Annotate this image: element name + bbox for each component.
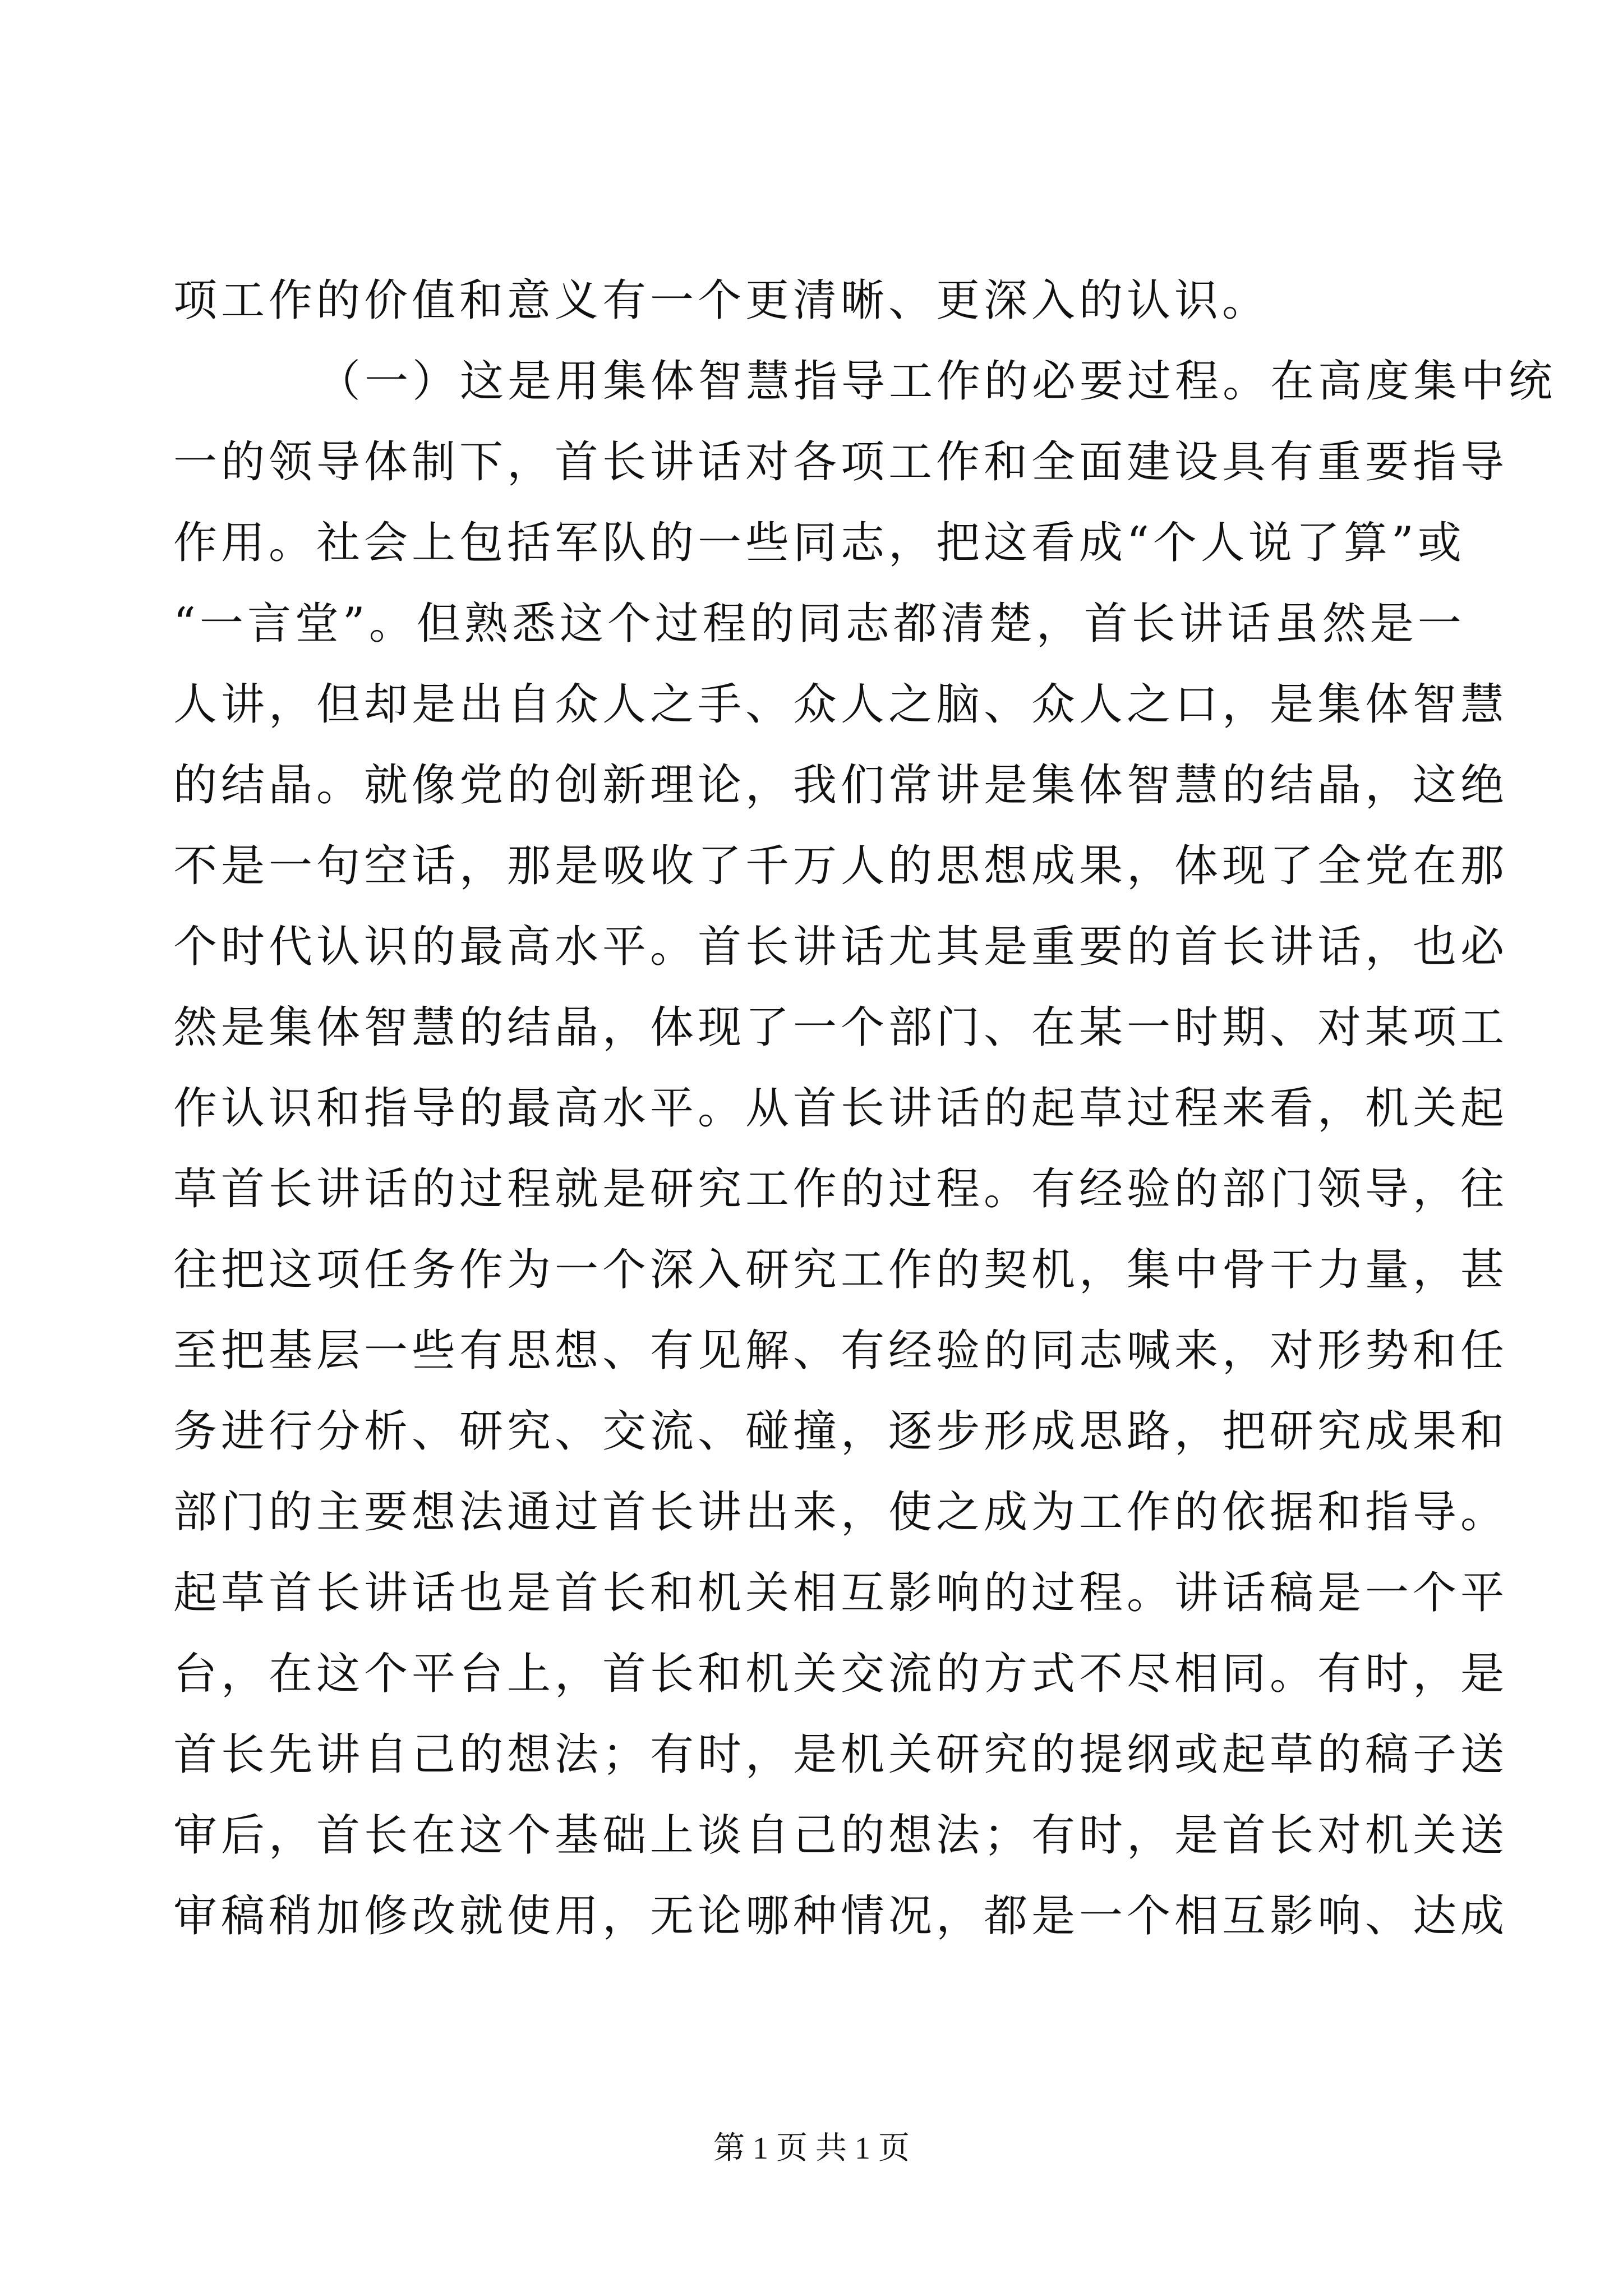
text-line: 往把这项任务作为一个深入研究工作的契机，集中骨干力量，甚 [173,1245,1509,1295]
text-line: 不是一句空话，那是吸收了千万人的思想成果，体现了全党在那 [173,841,1509,891]
text-line: 部门的主要想法通过首长讲出来，使之成为工作的依据和指导。 [173,1487,1509,1538]
text-line: 一的领导体制下，首长讲话对各项工作和全面建设具有重要指导 [173,437,1509,487]
text-line: 台，在这个平台上，首长和机关交流的方式不尽相同。有时，是 [173,1649,1509,1699]
text-line: 首长先讲自己的想法；有时，是机关研究的提纲或起草的稿子送 [173,1729,1509,1780]
text-line: 至把基层一些有思想、有见解、有经验的同志喊来，对形势和任 [173,1326,1509,1376]
text-line: （一）这是用集体智慧指导工作的必要过程。在高度集中统 [317,356,1557,407]
text-line: 务进行分析、研究、交流、碰撞，逐步形成思路，把研究成果和 [173,1406,1509,1457]
text-line: 项工作的价值和意义有一个更清晰、更深入的认识。 [173,275,1270,326]
text-line: “一言堂”。但熟悉这个过程的同志都清楚，首长讲话虽然是一 [173,599,1465,649]
text-line: 作用。社会上包括军队的一些同志，把这看成“个人说了算”或 [173,518,1465,568]
text-line: 作认识和指导的最高水平。从首长讲话的起草过程来看，机关起 [173,1083,1509,1134]
text-line: 人讲，但却是出自众人之手、众人之脑、众人之口，是集体智慧 [173,679,1509,730]
text-line: 起草首长讲话也是首长和机关相互影响的过程。讲话稿是一个平 [173,1568,1509,1618]
text-line: 的结晶。就像党的创新理论，我们常讲是集体智慧的结晶，这绝 [173,760,1509,811]
text-line: 个时代认识的最高水平。首长讲话尤其是重要的首长讲话，也必 [173,922,1509,972]
text-line: 然是集体智慧的结晶，体现了一个部门、在某一时期、对某项工 [173,1002,1509,1053]
text-line: 草首长讲话的过程就是研究工作的过程。有经验的部门领导，往 [173,1164,1509,1214]
page-number-footer: 第 1 页 共 1 页 [713,2131,910,2166]
text-line: 审稿稍加修改就使用，无论哪种情况，都是一个相互影响、达成 [173,1891,1509,1941]
text-line: 审后，首长在这个基础上谈自己的想法；有时，是首长对机关送 [173,1810,1509,1861]
